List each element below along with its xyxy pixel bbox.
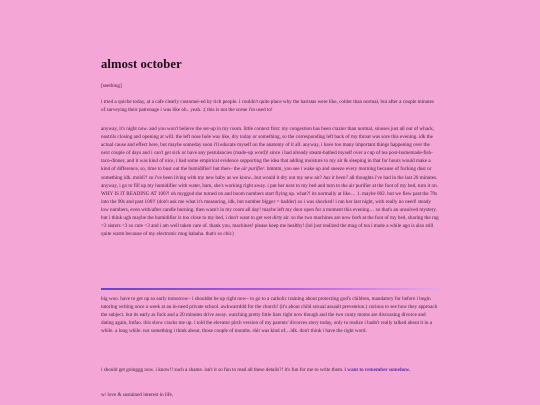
- text-emphasis: air purifier: [241, 166, 265, 173]
- text-emphasis: dirty: [272, 215, 283, 222]
- text-segment: i should get goinggg now. i know!! such a shame. isn't it so fun to read all these details?! it's fun for me to write them.: [101, 367, 345, 373]
- text-segment: air. so the two machines are now: [282, 215, 352, 222]
- text-emphasis: both: [351, 215, 362, 222]
- gradient-divider: [101, 288, 439, 290]
- post-mood: [seething]: [101, 83, 122, 89]
- paragraph-training: big woo. have to get up so early tomorrow– i shouldnt be up right now– to go to a catholic training about protecting god's children, mandatory for before i begin tutoring writing once a week at an in-need private school. awkwarrddd for the church! (it's about child sexual assault prevention.) curious to see how they approach the subject. but its early as fuck and a 20 minutes drive away. watching pretty little liars right now though and the two cunty moms are discussing divorce and dating again, lmfao. this show cracks me up. i told the elevator pitch version of my parents' divorces story today, only to realize i hadn't really talked about it in a while. a long while. not something i think about, those couple of months. shit was kind of…idk. don't think i have the right word.: [101, 296, 438, 335]
- text-emphasis: has it been?: [323, 174, 349, 181]
- text-segment: all thoughts i've had in the last 20 minutes. anyway, i go to fill up my humidifier with water, bam, she's working right away. i put her next to my bed and turn to the air purifier at the foot of my bed, turn it on. WHY IS IT READING AT 100?! oh myggod she turned on and boom numbers start flying up. what?! its normally at like… 1. maybe 002. but we flew past the 70s into the 90s and past 100!! (don't ask me what it's measuring, idk, but number bigger = badder) so i was shocked! i ran her last night, with really no need! steady low numbers, even with/after candle burning. then wasn't in my room all day! maybe left my door open for a moment this evening… so that's an unsolved mystery. but i think ugh maybe the humidifier is too close to my bed, i don't want to get wet: [101, 174, 438, 222]
- paragraph-humidifier: [101, 125, 439, 238]
- paragraph-quiche: i tried a quiche today, at a cafe clearly customer-ed by rich people. i couldn't quite place why the baristas were like, colder than normal, but after a couple minutes of surveying their patronage i was like oh.. yeah. :( this is not the scene i'm used to!: [101, 99, 434, 114]
- text-segment: anyway, it's night now. and you won't believe the set-up in my room. little context first: my congestion has been crazier than normal, sinuses just all out of whack, nostrils closing and opening at will. the left nose hole was like, dry today or something, so the corresponding left back of my throat was sore this evening. idk the actual cause and effect here, but maybe someday soon i'll educate myself on the anatomy of it all. anyway, i have too many important things happening over the next couple of days and i can't get sick or have any pestulancies (made-up word)! since i had already steam-bathed myself over a cup of tea post-homemade-fish-taco-dinner, and it was kind of nice, i had some empirical evidence supporting the idea that adding moisture to my air & sleeping in that for hours would make a kind of difference, so, time to bust out the humidifier! but then– the: [101, 126, 435, 173]
- remember-link[interactable]: i want to remember somehow.: [344, 367, 411, 373]
- post-title: almost october: [101, 57, 182, 71]
- text-segment: . hmmm, you see i wake up and sneeze every morning because of fucking dust or something idk. mold?! so i've been living with my new baby as we know...but would it dry out my new air?: [101, 166, 432, 181]
- signoff: w/ love & sustained interest in life,: [101, 392, 174, 398]
- text-segment: at the foot of my bed, sharing the rug <3 sisters <3 so cute <3 and i am well taken care of. thank you, machines! please keep me healthy! (lol just realized the mug of tea i made a while ago is also still quite warm because of my electronic mug hahaha. that's so chic): [101, 215, 439, 238]
- paragraph-closing: [101, 366, 439, 374]
